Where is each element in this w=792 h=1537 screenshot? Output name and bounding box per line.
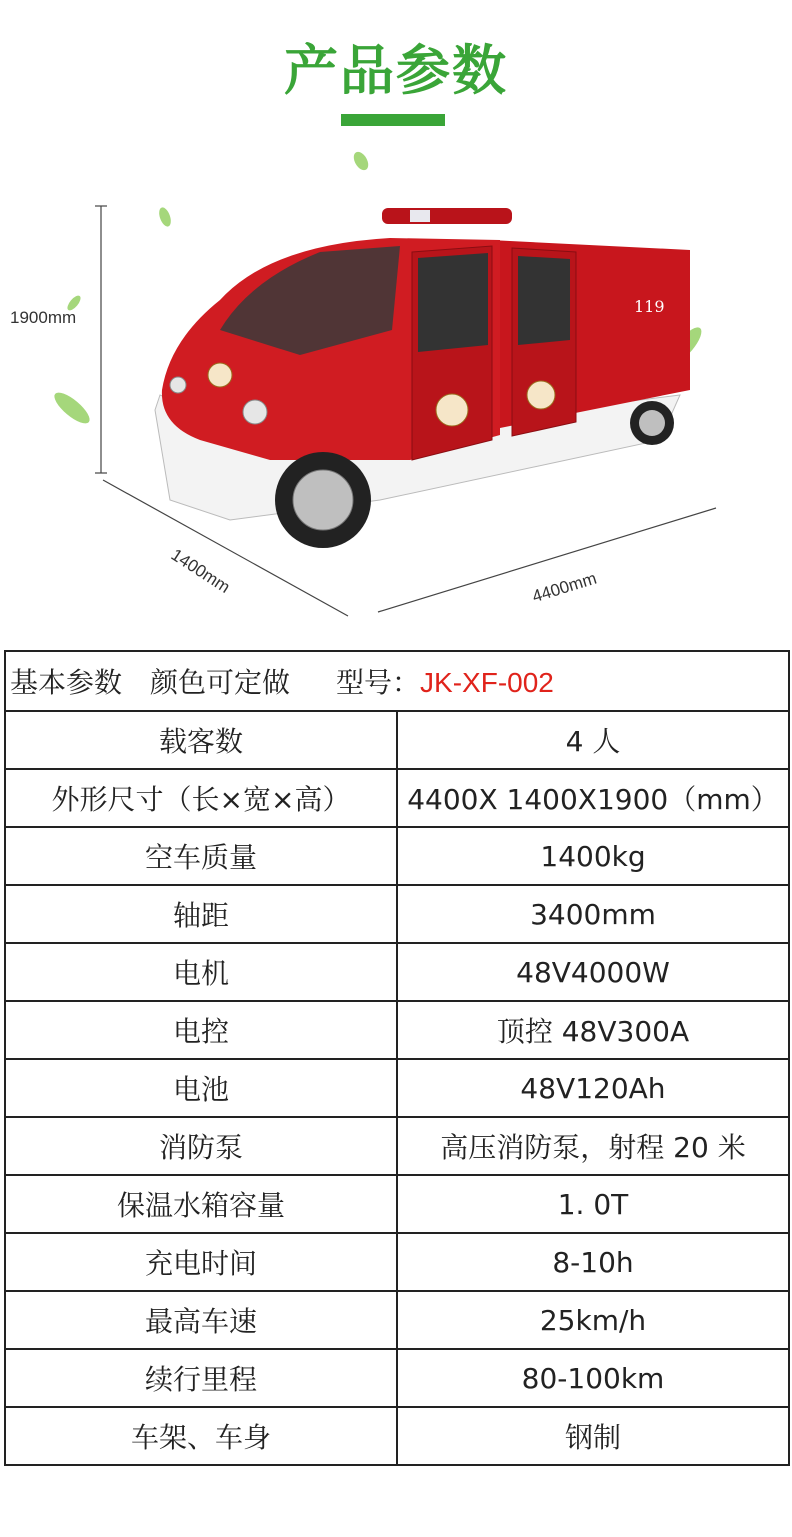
width-dimension-label: 1400mm [167, 545, 234, 597]
spec-key: 载客数 [5, 711, 397, 769]
spec-value: 4400X 1400X1900（mm） [397, 769, 789, 827]
spec-key: 充电时间 [5, 1233, 397, 1291]
table-row [5, 885, 789, 943]
vehicle-body [155, 208, 690, 548]
vehicle-illustration [0, 140, 792, 640]
spec-value: 1. 0T [397, 1175, 789, 1233]
spec-key: 电控 [5, 1001, 397, 1059]
spec-value: 48V120Ah [397, 1059, 789, 1117]
spec-value: 8-10h [397, 1233, 789, 1291]
spec-key: 电机 [5, 943, 397, 1001]
spec-key: 消防泵 [5, 1117, 397, 1175]
model-value: JK-XF-002 [420, 667, 554, 698]
spec-value: 48V4000W [397, 943, 789, 1001]
basic-params-label: 基本参数 [10, 666, 123, 699]
table-row [5, 1407, 789, 1465]
spec-value: 高压消防泵，射程 20 米 [397, 1117, 789, 1175]
spec-key: 轴距 [5, 885, 397, 943]
spec-key: 电池 [5, 1059, 397, 1117]
color-custom-label: 颜色可定做 [150, 666, 291, 699]
spec-value: 25km/h [397, 1291, 789, 1349]
spec-key: 外形尺寸（长×宽×高） [5, 769, 397, 827]
spec-value: 4 人 [397, 711, 789, 769]
table-row [5, 1349, 789, 1407]
spec-key: 车架、车身 [5, 1407, 397, 1465]
spec-key: 最高车速 [5, 1291, 397, 1349]
spec-key: 空车质量 [5, 827, 397, 885]
vehicle-door-number: 119 [634, 297, 665, 316]
title-underline [341, 114, 445, 126]
table-row [5, 711, 789, 769]
table-row [5, 769, 789, 827]
spec-value: 80-100km [397, 1349, 789, 1407]
length-dimension-label: 4400mm [530, 568, 599, 607]
table-row [5, 1001, 789, 1059]
spec-value: 钢制 [397, 1407, 789, 1465]
spec-key: 保温水箱容量 [5, 1175, 397, 1233]
table-row [5, 943, 789, 1001]
spec-key: 续行里程 [5, 1349, 397, 1407]
spec-value: 顶控 48V300A [397, 1001, 789, 1059]
table-row [5, 1291, 789, 1349]
table-row [5, 1175, 789, 1233]
table-row [5, 827, 789, 885]
height-dimension-label: 1900mm [10, 308, 77, 327]
spec-table [4, 650, 790, 1466]
spec-value: 3400mm [397, 885, 789, 943]
model-label: 型号： [336, 666, 421, 699]
page-title: 产品参数 [284, 39, 508, 102]
table-row [5, 1059, 789, 1117]
table-row [5, 1117, 789, 1175]
vehicle-figure [0, 140, 792, 640]
spec-table-header [5, 651, 789, 711]
spec-header-cell [5, 651, 789, 711]
table-row [5, 1233, 789, 1291]
spec-value: 1400kg [397, 827, 789, 885]
